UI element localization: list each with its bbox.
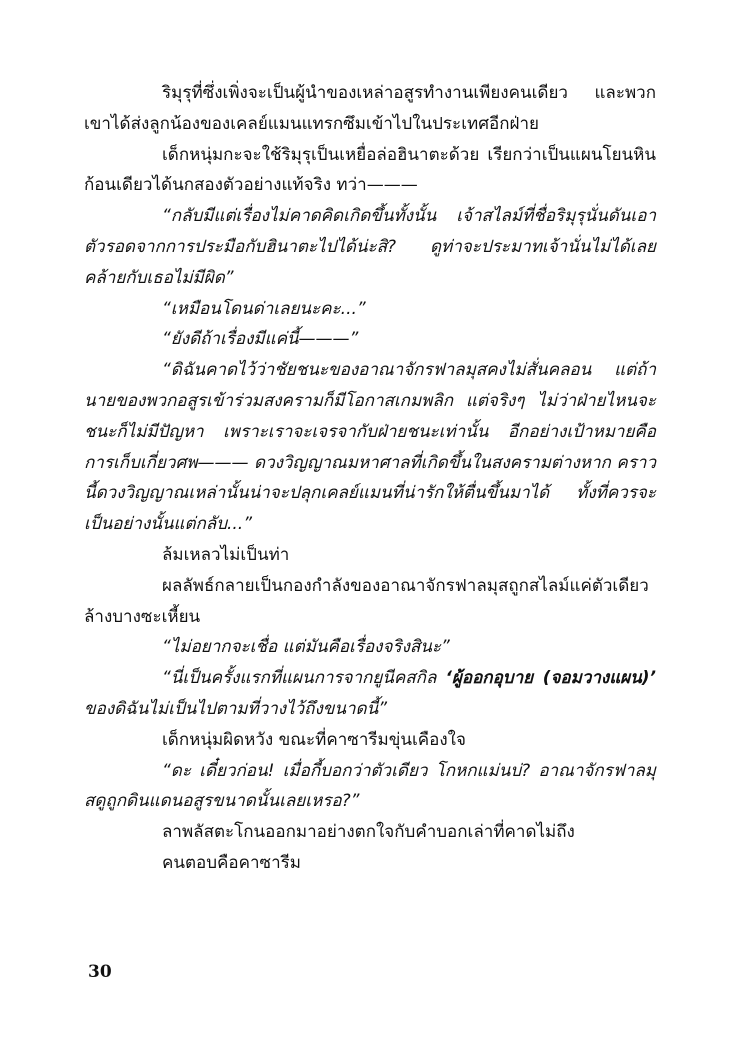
paragraph: เด็กหนุ่มผิดหวัง ขณะที่คาซารีมขุ่นเคืองใจ	[162, 729, 466, 750]
paragraph: ลาพลัสตะโกนออกมาอย่างตกใจกับคำบอกเล่าที่คาดไม่ถึง	[162, 822, 575, 843]
page-number: 30	[88, 962, 112, 982]
dialogue-paragraph	[84, 663, 656, 725]
paragraph: ริมุรุที่ซึ่งเพิ่งจะเป็นผู้นำของเหล่าอสูรทำงานเพียงคนเดียว และพวกเขาได้ส่งลูกน้องของเคลย์แมนแทรกซึมเข้าไปในประเทศอีกฝ่าย	[84, 83, 656, 134]
dialogue-paragraph: “ดะ เดี๋ยวก่อน! เมื่อกี้บอกว่าตัวเดียว โกหกแม่นบ่? อาณาจักรฟาลมุสดูถูกดินแดนอสูรขนาดนั้นเลยเหรอ?”	[84, 760, 656, 812]
dialogue-paragraph: “ยังดีถ้าเรื่องมีแค่นี้———”	[162, 329, 359, 350]
paragraph: ล้มเหลวไม่เป็นท่า	[162, 544, 290, 565]
dialogue-paragraph: “เหมือนโดนด่าเลยนะคะ...”	[162, 298, 366, 319]
dialogue-paragraph: “กลับมีแต่เรื่องไม่คาดคิดเกิดขึ้นทั้งนั้น เจ้าสไลม์ที่ชื่อริมุรุนั่นดันเอาตัวรอดจากการประมือกับฮินาตะไปได้น่ะสิ? ดูท่าจะประมาทเจ้านั่นไม่ได้เลย คล้ายกับเธอไม่มีผิด”	[84, 206, 656, 288]
dialogue-text: ของดิฉันไม่เป็นไปตามที่วางไว้ถึงขนาดนี้”	[84, 698, 388, 719]
body-text	[84, 78, 656, 879]
paragraph: เด็กหนุ่มกะจะใช้ริมุรุเป็นเหยื่อล่อฮินาตะด้วย เรียกว่าเป็นแผนโยนหินก้อนเดียวได้นกสองตัวอย่างแท้จริง ทว่า———	[84, 144, 656, 196]
paragraph: ผลลัพธ์กลายเป็นกองกำลังของอาณาจักรฟาลมุสถูกสไลม์แค่ตัวเดียวล้างบางซะเหี้ยน	[84, 575, 649, 627]
dialogue-paragraph: “ดิฉันคาดไว้ว่าชัยชนะของอาณาจักรฟาลมุสคงไม่สั่นคลอน แต่ถ้านายของพวกอสูรเข้าร่วมสงครามก็มีโอกาสเกมพลิก แต่จริงๆ ไม่ว่าฝ่ายไหนจะชนะก็ไม่มีปัญหา เพราะเราจะเจรจากับฝ่ายชนะเท่านั้น อีกอย่างเป้าหมายคือการเก็บเกี่ยวศพ——— ดวงวิญญาณมหาศาลที่เกิดขึ้นในสงครามต่างหาก คราวนี้ดวงวิญญาณเหล่านั้นน่าจะปลุกเคลย์แมนที่น่ารักให้ตื่นขึ้นมาได้ ทั้งที่ควรจะเป็นอย่างนั้นแต่กลับ...”	[84, 360, 656, 535]
dialogue-paragraph: “ไม่อยากจะเชื่อ แต่มันคือเรื่องจริงสินะ”	[162, 637, 450, 658]
dialogue-text: “นี่เป็นครั้งแรกที่แผนการจากยูนีคสกิล	[162, 668, 446, 689]
paragraph: คนตอบคือคาซารีม	[162, 852, 301, 873]
skill-name: ‘ผู้ออกอุบาย (จอมวางแผน)’	[445, 668, 656, 689]
